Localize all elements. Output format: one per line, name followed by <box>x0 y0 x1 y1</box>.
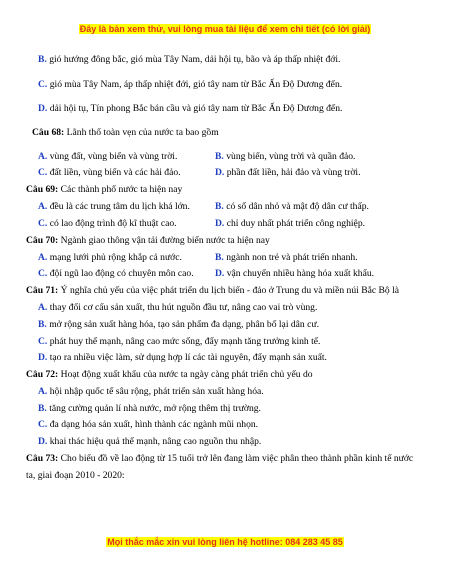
q69-option-c[interactable]: C. có lao động trình độ kĩ thuật cao. <box>38 218 177 229</box>
question-69: Câu 69: Các thành phố nước ta hiện nay <box>26 184 183 195</box>
question-73: Câu 73: Cho biểu đồ về lao động từ 15 tuổi trở lên đang làm việc phân theo thành phần kinh tế nước <box>26 453 414 464</box>
hotline-footer: Mọi thắc mắc xin vui lòng liên hệ hotline: 084 283 45 85 <box>107 537 343 547</box>
q72-option-c[interactable]: C. đa dạng hóa sản xuất, hình thành các ngành mũi nhọn. <box>38 419 259 430</box>
q69-option-b[interactable]: B. có số dân nhỏ và mật độ dân cư thấp. <box>215 201 369 212</box>
preview-banner: Đây là bản xem thử, vui lòng mua tài liệu để xem chi tiết (có lời giải) <box>79 24 371 34</box>
question-70: Câu 70: Ngành giao thông vận tải đường biển nước ta hiện nay <box>26 235 270 246</box>
q71-option-d[interactable]: D. tạo ra nhiều việc làm, sử dụng hợp lí các tài nguyên, đẩy mạnh sản xuất. <box>38 352 327 363</box>
q71-option-a[interactable]: A. thay đổi cơ cấu sản xuất, thu hút nguồn đầu tư, nâng cao vai trò vùng. <box>38 302 318 313</box>
option-prev-c[interactable]: C. gió mùa Tây Nam, áp thấp nhiệt đới, gió tây nam từ Bắc Ấn Độ Dương đến. <box>38 79 343 90</box>
question-72: Câu 72: Hoạt động xuất khẩu của nước ta ngày càng phát triển chủ yếu do <box>26 369 313 380</box>
option-prev-d[interactable]: D. dải hội tụ, Tín phong Bắc bán cầu và gió tây nam từ Bắc Ấn Độ Dương đến. <box>38 103 343 114</box>
q68-option-b[interactable]: B. vùng biển, vùng trời và quần đảo. <box>215 151 356 162</box>
q72-option-b[interactable]: B. tăng cường quản lí nhà nước, mở rộng thêm thị trường. <box>38 403 261 414</box>
q68-option-c[interactable]: C. đất liền, vùng biển và các hải đảo. <box>38 167 181 178</box>
q68-option-d[interactable]: D. phần đất liền, hải đảo và vùng trời. <box>215 167 361 178</box>
q70-option-a[interactable]: A. mạng lưới phủ rộng khắp cả nước. <box>38 252 182 263</box>
q69-option-a[interactable]: A. đều là các trung tâm du lịch khá lớn. <box>38 201 190 212</box>
q70-option-c[interactable]: C. đội ngũ lao động có chuyên môn cao. <box>38 268 194 279</box>
q71-option-c[interactable]: C. phát huy thế mạnh, nâng cao mức sống, đẩy mạnh tăng trưởng kinh tế. <box>38 336 321 347</box>
option-prev-b[interactable]: B. gió hướng đông bắc, gió mùa Tây Nam, dải hội tụ, bão và áp thấp nhiệt đới. <box>38 54 341 65</box>
q69-option-d[interactable]: D. chỉ duy nhất phát triển công nghiệp. <box>215 218 366 229</box>
q72-option-a[interactable]: A. hội nhập quốc tế sâu rộng, phát triển sản xuất hàng hóa. <box>38 386 264 397</box>
question-73-line2: ta, giai đoạn 2010 - 2020: <box>26 470 125 481</box>
question-68: Câu 68: Lãnh thổ toàn vẹn của nước ta bao gồm <box>32 127 219 138</box>
q71-option-b[interactable]: B. mở rộng sản xuất hàng hóa, tạo sản phẩm đa dạng, phân bố lại dân cư. <box>38 319 319 330</box>
question-71: Câu 71: Ý nghĩa chủ yếu của việc phát triển du lịch biển - đảo ở Trung du và miền núi Bắc Bộ là <box>26 285 400 296</box>
q70-option-d[interactable]: D. vận chuyển nhiều hàng hóa xuất khẩu. <box>215 268 375 279</box>
q72-option-d[interactable]: D. khai thác hiệu quả thế mạnh, nâng cao nguồn thu nhập. <box>38 436 262 447</box>
q70-option-b[interactable]: B. ngành non trẻ và phát triển nhanh. <box>215 252 358 263</box>
q68-option-a[interactable]: A. vùng đất, vùng biển và vùng trời. <box>38 151 178 162</box>
